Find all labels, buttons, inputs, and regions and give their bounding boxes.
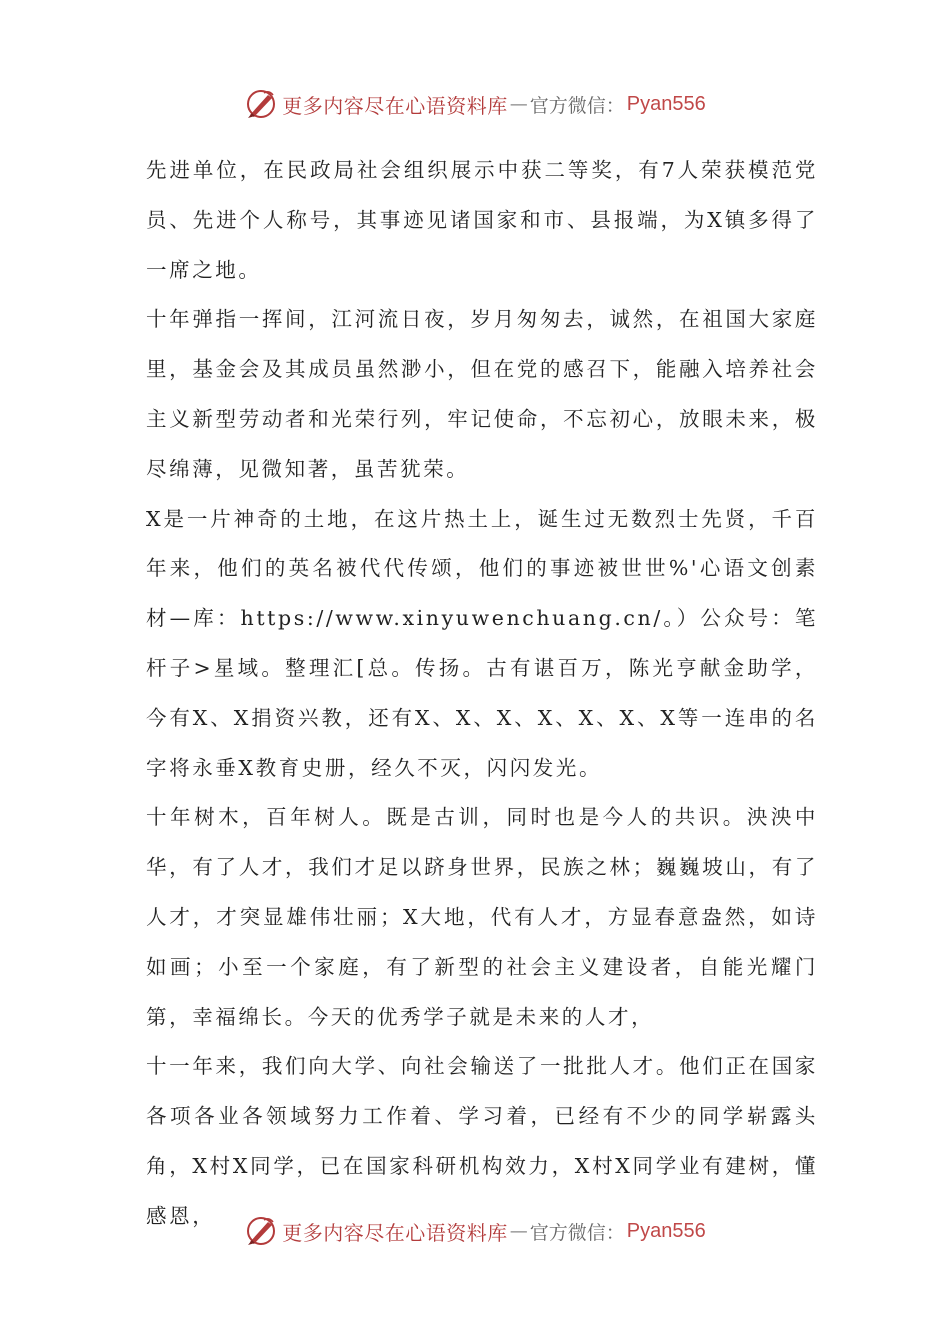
- body-paragraph: X是一片神奇的土地，在这片热土上，诞生过无数烈士先贤，千百年来，他们的英名被代代传颂，他们的事迹被世世%'心语文创素材—库：https://www.xinyuwenchuang.cn/。）公众号：笔杆子>星域。整理汇[总。传扬。古有谌百万，陈光亨献金助学，今有X、X捐资兴教，还有X、X、X、X、X、X、X等一连串的名字将永垂X教育史册，经久不灭，闪闪发光。: [146, 506, 818, 780]
- document-body: [146, 146, 818, 1242]
- header-dash: —: [509, 93, 528, 115]
- footer-wechat-label: 官方微信：: [529, 1221, 625, 1244]
- body-paragraph: 十年树木，百年树人。既是古训，同时也是今人的共识。泱泱中华，有了人才，我们才足以跻身世界，民族之林；巍巍坡山，有了人才，才突显雄伟壮丽；X大地，代有人才，方显春意盎然，如诗如画；小至一个家庭，有了新型的社会主义建设者，自能光耀门第，幸福绵长。今天的优秀学子就是未来的人才，: [146, 805, 818, 1029]
- header-site-text: 更多内容尽在心语资料库: [282, 93, 508, 118]
- footer-site-text: 更多内容尽在心语资料库: [282, 1220, 508, 1245]
- body-paragraph: 先进单位，在民政局社会组织展示中获二等奖，有7人荣获模范党员、先进个人称号，其事迹见诸国家和市、县报端，为X镇多得了一席之地。: [146, 158, 818, 282]
- header-wechat-label: 官方微信：: [529, 94, 625, 117]
- body-paragraph: 十一年来，我们向大学、向社会输送了一批批人才。他们正在国家各项各业各领域努力工作着、学习着，已经有不少的同学崭露头角，X村X同学，已在国家科研机构效力，X村X同学业有建树，懂感恩，: [146, 1054, 818, 1228]
- pen-logo-icon: [244, 87, 278, 121]
- footer-dash: —: [509, 1220, 528, 1242]
- header-wechat-id: Pyan556: [626, 92, 706, 115]
- pen-logo-icon: [244, 1214, 278, 1248]
- header-banner: [0, 84, 950, 124]
- body-paragraph: 十年弹指一挥间，江河流日夜，岁月匆匆去，诚然，在祖国大家庭里，基金会及其成员虽然渺小，但在党的感召下，能融入培养社会主义新型劳动者和光荣行列，牢记使命，不忘初心，放眼未来，极尽绵薄，见微知著，虽苦犹荣。: [146, 307, 818, 481]
- footer-wechat-id: Pyan556: [626, 1219, 706, 1242]
- footer-banner: [0, 1211, 950, 1251]
